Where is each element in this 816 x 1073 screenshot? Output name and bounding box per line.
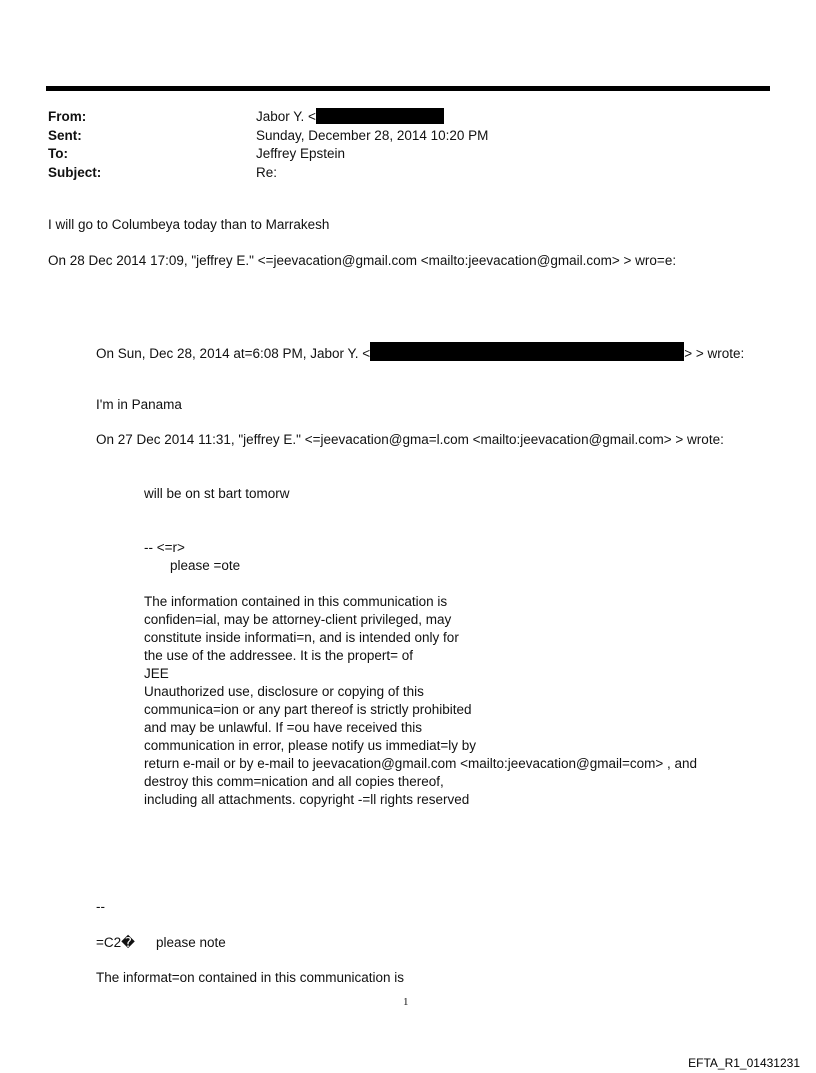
- body-line-panama: I'm in Panama: [96, 397, 182, 412]
- disclaimer-line: and may be unlawful. If =ou have received this: [144, 720, 423, 735]
- quote2-header: On 27 Dec 2014 11:31, "jeffrey E." <=jeevacation@gma=l.com <mailto:jeevacation@gmail.com> > wrote:: [96, 432, 724, 447]
- page-number: 1: [403, 996, 409, 1008]
- body-line-reply-header: On 28 Dec 2014 17:09, "jeffrey E." <=jeevacation@gmail.com <mailto:jeevacation@gmail.com> > wro=e:: [48, 253, 677, 268]
- disclaimer-line: return e-mail or by e-mail to jeevacation@gmail.com <mailto:jeevacation@gmail=com> , and: [144, 756, 698, 771]
- signature-note: please =ote: [170, 558, 241, 573]
- quote1-prefix: On Sun, Dec 28, 2014 at=6:08 PM, Jabor Y. <: [96, 346, 371, 361]
- bottom-info-line: The informat=on contained in this communication is: [96, 970, 405, 985]
- quote1-suffix: > > wrote:: [684, 346, 745, 361]
- disclaimer-line: communica=ion or any part thereof is strictly prohibited: [144, 702, 472, 717]
- body-line-columbeya: I will go to Columbeya today than to Marrakesh: [48, 217, 330, 232]
- sent-value: Sunday, December 28, 2014 10:20 PM: [256, 127, 489, 143]
- header-rule: [46, 86, 770, 91]
- bottom-note: please note: [156, 935, 226, 950]
- disclaimer-line: communication in error, please notify us immediat=ly by: [144, 738, 477, 753]
- bottom-dash: --: [96, 899, 105, 914]
- sent-label: Sent:: [48, 127, 82, 143]
- disclaimer-block: [144, 593, 697, 809]
- disclaimer-line: constitute inside informati=n, and is intended only for: [144, 630, 459, 645]
- quote1-header: [96, 342, 744, 363]
- disclaimer-line: confiden=ial, may be attorney-client privileged, may: [144, 612, 452, 627]
- body-line-stbart: will be on st bart tomorw: [144, 486, 290, 501]
- from-value: [256, 108, 444, 127]
- to-label: To:: [48, 146, 68, 161]
- disclaimer-line: destroy this comm=nication and all copies thereof,: [144, 774, 444, 789]
- subject-value: Re:: [256, 164, 278, 180]
- signature-dash: -- <=r>: [144, 540, 185, 555]
- disclaimer-line: JEE: [144, 666, 169, 681]
- subject-label: Subject:: [48, 164, 102, 180]
- from-name: Jabor Y. <: [256, 109, 316, 124]
- disclaimer-line: including all attachments. copyright -=ll rights reserved: [144, 792, 470, 807]
- to-value: Jeffrey Epstein: [256, 146, 346, 161]
- bottom-encoded-char: =C2�: [96, 935, 135, 950]
- disclaimer-line: Unauthorized use, disclosure or copying of this: [144, 684, 424, 699]
- redaction-bar: [316, 108, 444, 124]
- redaction-bar: [370, 342, 684, 361]
- bates-number: EFTA_R1_01431231: [688, 1056, 800, 1070]
- disclaimer-line: The information contained in this communication is: [144, 594, 448, 609]
- from-label: From:: [48, 109, 87, 124]
- disclaimer-line: the use of the addressee. It is the propert= of: [144, 648, 414, 663]
